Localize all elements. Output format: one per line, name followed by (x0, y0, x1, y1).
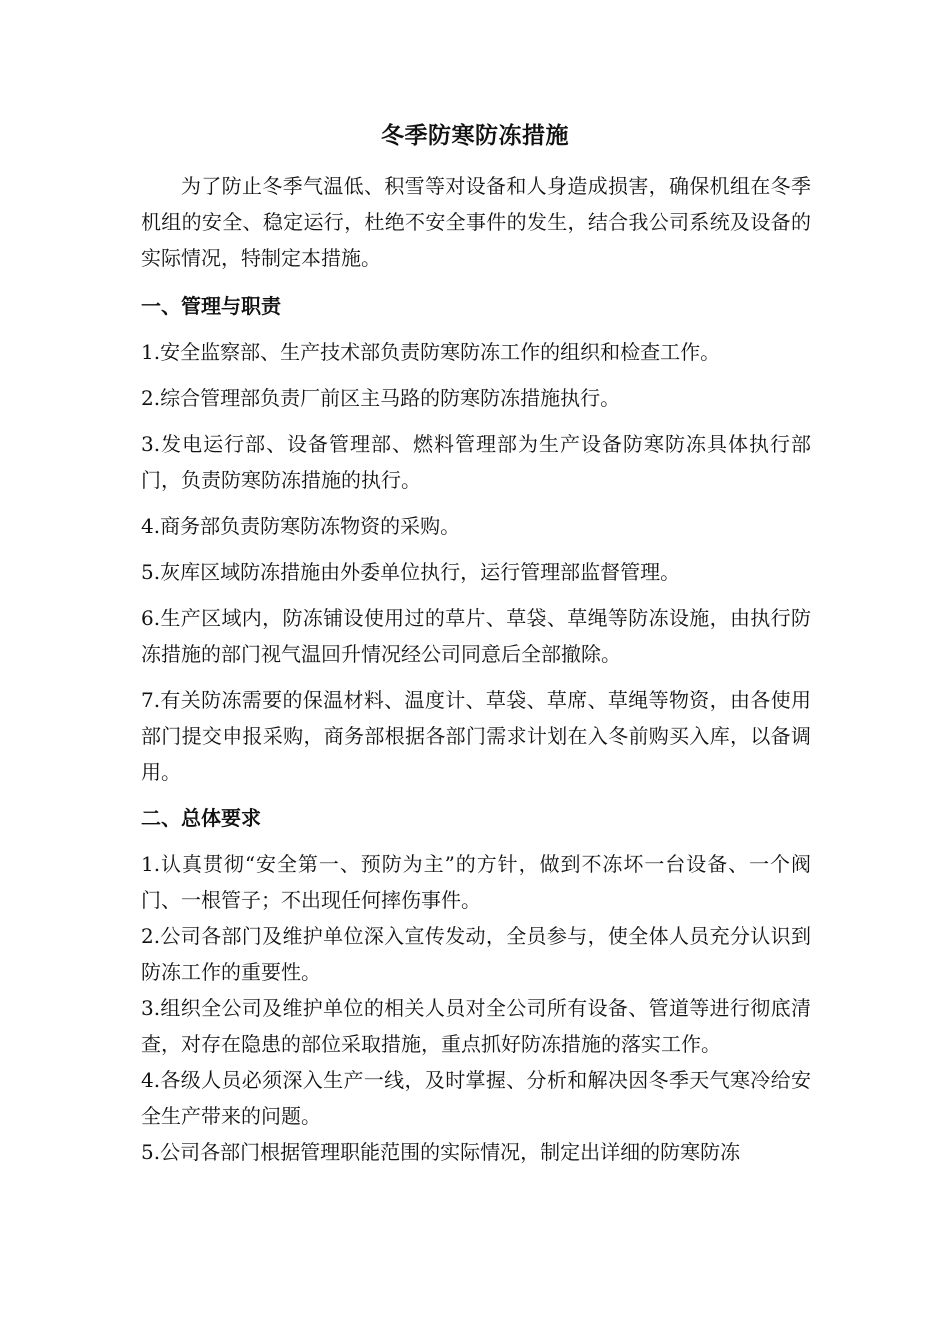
list-item: 7.有关防冻需要的保温材料、温度计、草袋、草席、草绳等物资，由各使用部门提交申报采购，商务部根据各部门需求计划在入冬前购买入库，以备调用。 (141, 688, 811, 784)
document-body (141, 168, 811, 1170)
list-item: 6.生产区域内，防冻铺设使用过的草片、草袋、草绳等防冻设施，由执行防冻措施的部门视气温回升情况经公司同意后全部撤除。 (141, 606, 811, 666)
section-requirements (141, 800, 811, 1170)
intro-paragraph: 为了防止冬季气温低、积雪等对设备和人身造成损害，确保机组在冬季机组的安全、稳定运行，杜绝不安全事件的发生，结合我公司系统及设备的实际情况，特制定本措施。 (141, 174, 811, 270)
list-item: 1.认真贯彻“安全第一、预防为主”的方针，做到不冻坏一台设备、一个阀门、一根管子；不出现任何摔伤事件。 (141, 852, 811, 912)
list-item: 1.安全监察部、生产技术部负责防寒防冻工作的组织和检查工作。 (141, 340, 721, 364)
document-title: 冬季防寒防冻措施 (381, 122, 569, 149)
list-item: 2.公司各部门及维护单位深入宣传发动，全员参与，使全体人员充分认识到防冻工作的重要性。 (141, 924, 811, 984)
list-item: 3.发电运行部、设备管理部、燃料管理部为生产设备防寒防冻具体执行部门，负责防寒防冻措施的执行。 (141, 432, 811, 492)
list-item: 5.公司各部门根据管理职能范围的实际情况，制定出详细的防寒防冻 (141, 1140, 741, 1164)
list-item: 5.灰库区域防冻措施由外委单位执行，运行管理部监督管理。 (141, 560, 681, 584)
list-item: 3.组织全公司及维护单位的相关人员对全公司所有设备、管道等进行彻底清查，对存在隐患的部位采取措施，重点抓好防冻措施的落实工作。 (141, 996, 811, 1056)
list-item: 4.商务部负责防寒防冻物资的采购。 (141, 514, 461, 538)
list-item: 4.各级人员必须深入生产一线，及时掌握、分析和解决因冬季天气寒冷给安全生产带来的问题。 (141, 1068, 811, 1128)
list-item: 2.综合管理部负责厂前区主马路的防寒防冻措施执行。 (141, 386, 621, 410)
section-heading: 一、管理与职责 (141, 294, 281, 318)
section-management (141, 288, 811, 790)
section-heading: 二、总体要求 (141, 806, 261, 830)
